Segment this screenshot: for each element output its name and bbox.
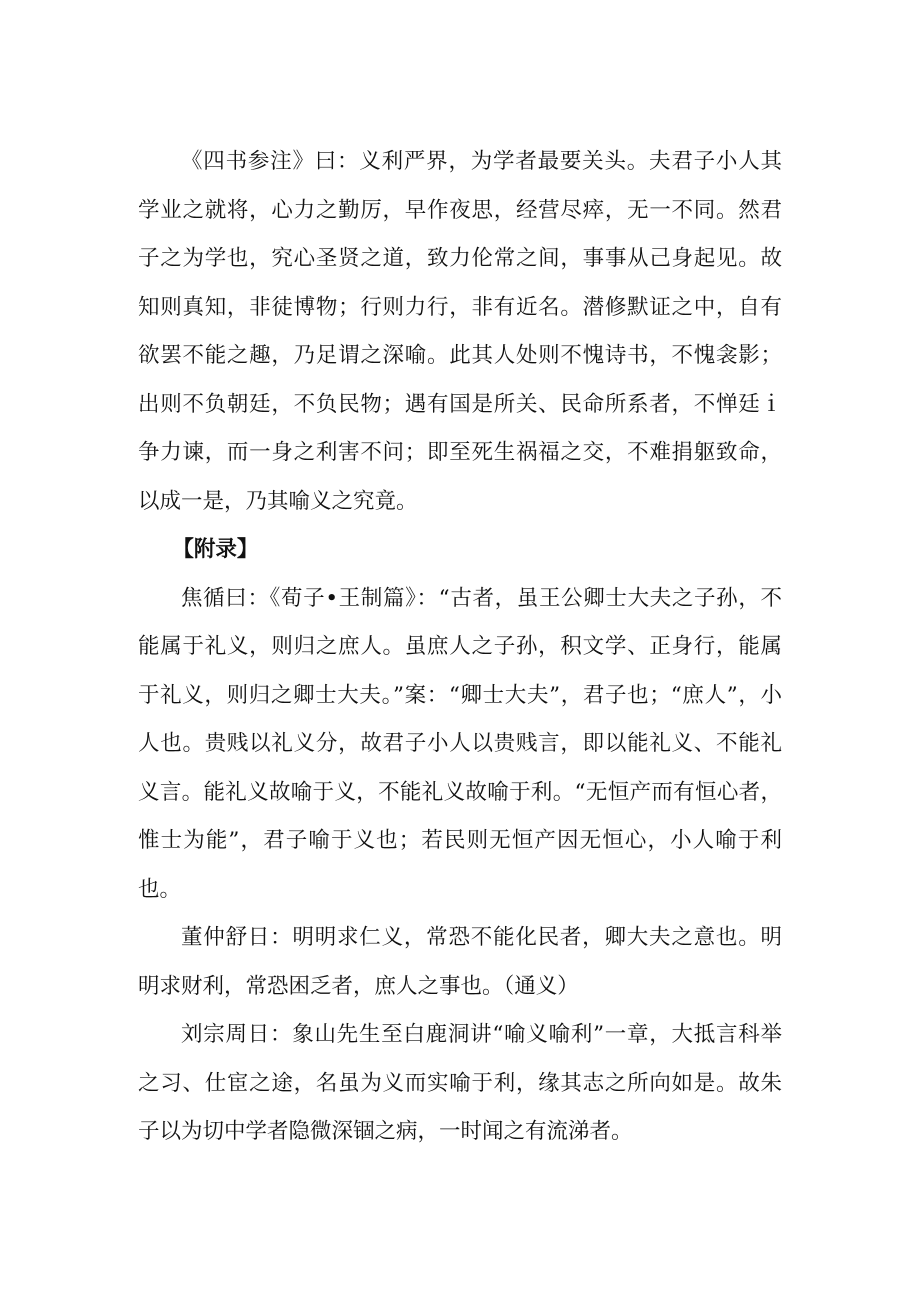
- paragraph-liu-zongzhou: 刘宗周日：象山先生至白鹿洞讲“喻义喻利”一章，大抵言科举之习、仕宦之途，名虽为义而实喻于利，缘其志之所向如是。故朱子以为切中学者隐微深锢之病，一时闻之有流涕者。: [138, 1022, 782, 1144]
- paragraph-jiao-xun: 焦循曰：《荀子•王制篇》：“古者，虽王公卿士大夫之子孙，不能属于礼义，则归之庶人。虽庶人之子孙，积文学、正身行，能属于礼义，则归之卿士大夫。”案：“卿士大夫”，君子也；“庶人”，小人也。贵贱以礼义分，故君子小人以贵贱言，即以能礼义、不能礼义言。能礼义故喻于义，不能礼义故喻于利。“无恒产而有恒心者，惟士为能”，君子喻于义也；若民则无恒产因无恒心，小人喻于利也。: [138, 585, 782, 902]
- paragraph-sishu-canzhu: 《四书参注》曰：义利严界，为学者最要关头。夫君子小人其学业之就将，心力之勤厉，早作夜思，经营尽瘁，无一不同。然君子之为学也，究心圣贤之道，致力伦常之间，事事从己身起见。故知则真知，非徒博物；行则力行，非有近名。潜修默证之中，自有欲罢不能之趣，乃足谓之深喻。此其人处则不愧诗书，不愧衾影；出则不负朝廷，不负民物；遇有国是所关、民命所系者，不惮廷ｉ争力谏，而一身之利害不问；即至死生祸福之交，不难捐躯致命，以成一是，乃其喻义之究竟。: [138, 149, 782, 514]
- section-heading-appendix: 【附录】: [172, 537, 259, 562]
- document-page: [138, 138, 782, 1157]
- paragraph-dong-zhongshu: 董仲舒日：明明求仁义，常恐不能化民者，卿大夫之意也。明明求财利，常恐困乏者，庶人之事也。（通义）: [138, 925, 782, 999]
